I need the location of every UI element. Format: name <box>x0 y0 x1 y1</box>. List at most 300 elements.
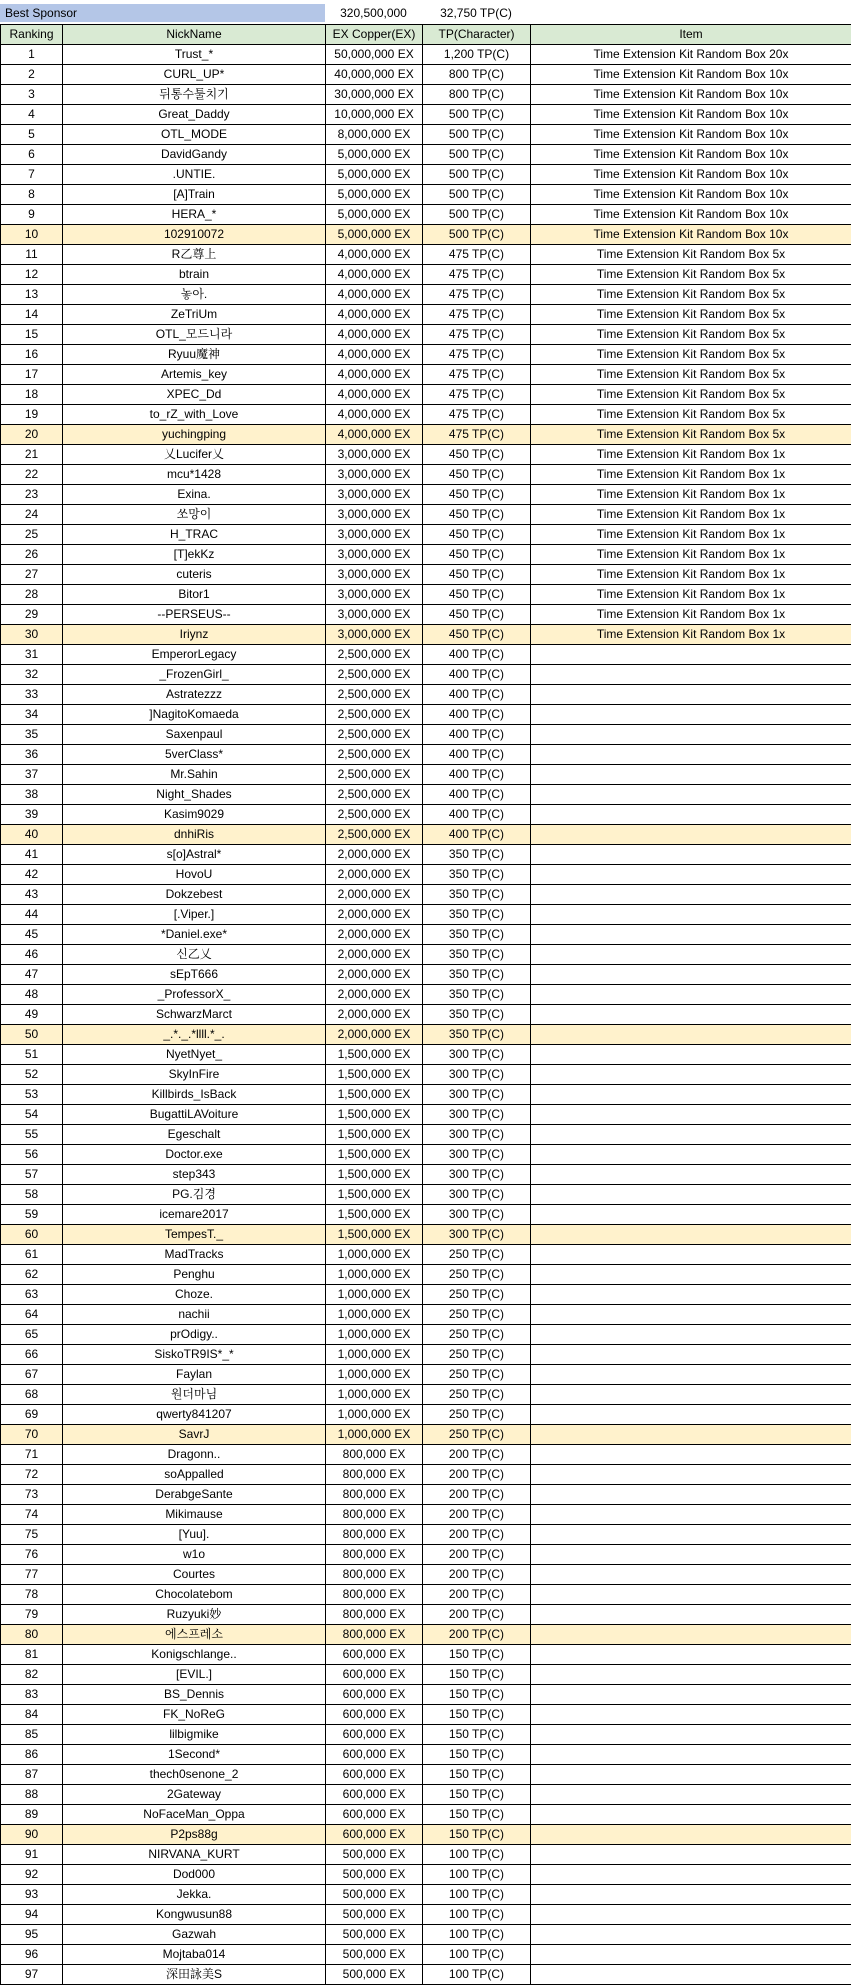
cell-nickname[interactable]: SavrJ <box>63 1425 326 1445</box>
cell-tp[interactable]: 300 TP(C) <box>423 1065 531 1085</box>
cell-ranking[interactable]: 94 <box>1 1905 63 1925</box>
cell-tp[interactable]: 350 TP(C) <box>423 1005 531 1025</box>
cell-item[interactable] <box>531 705 851 725</box>
cell-nickname[interactable]: Penghu <box>63 1265 326 1285</box>
cell-ranking[interactable]: 21 <box>1 445 63 465</box>
cell-ranking[interactable]: 42 <box>1 865 63 885</box>
cell-ex-copper[interactable]: 3,000,000 EX <box>326 525 423 545</box>
cell-ex-copper[interactable]: 600,000 EX <box>326 1645 423 1665</box>
cell-ex-copper[interactable]: 500,000 EX <box>326 1885 423 1905</box>
cell-tp[interactable]: 400 TP(C) <box>423 745 531 765</box>
cell-ranking[interactable]: 73 <box>1 1485 63 1505</box>
cell-ranking[interactable]: 63 <box>1 1285 63 1305</box>
cell-ex-copper[interactable]: 1,500,000 EX <box>326 1185 423 1205</box>
cell-item[interactable] <box>531 1905 851 1925</box>
cell-item[interactable] <box>531 1645 851 1665</box>
cell-item[interactable] <box>531 1865 851 1885</box>
cell-nickname[interactable]: Dod000 <box>63 1865 326 1885</box>
cell-tp[interactable]: 350 TP(C) <box>423 925 531 945</box>
cell-tp[interactable]: 300 TP(C) <box>423 1125 531 1145</box>
cell-item[interactable] <box>531 1225 851 1245</box>
cell-tp[interactable]: 400 TP(C) <box>423 785 531 805</box>
cell-tp[interactable]: 250 TP(C) <box>423 1345 531 1365</box>
cell-nickname[interactable]: Mojtaba014 <box>63 1945 326 1965</box>
cell-item[interactable] <box>531 845 851 865</box>
cell-item[interactable] <box>531 1845 851 1865</box>
cell-tp[interactable]: 450 TP(C) <box>423 445 531 465</box>
cell-ranking[interactable]: 55 <box>1 1125 63 1145</box>
cell-item[interactable]: Time Extension Kit Random Box 5x <box>531 305 851 325</box>
cell-ex-copper[interactable]: 2,500,000 EX <box>326 805 423 825</box>
cell-ranking[interactable]: 18 <box>1 385 63 405</box>
cell-ex-copper[interactable]: 1,000,000 EX <box>326 1305 423 1325</box>
cell-item[interactable] <box>531 1205 851 1225</box>
cell-ranking[interactable]: 5 <box>1 125 63 145</box>
cell-item[interactable] <box>531 1265 851 1285</box>
cell-item[interactable]: Time Extension Kit Random Box 1x <box>531 585 851 605</box>
cell-ex-copper[interactable]: 5,000,000 EX <box>326 145 423 165</box>
cell-item[interactable] <box>531 1065 851 1085</box>
cell-item[interactable] <box>531 1425 851 1445</box>
cell-nickname[interactable]: thech0senone_2 <box>63 1765 326 1785</box>
cell-item[interactable]: Time Extension Kit Random Box 1x <box>531 545 851 565</box>
cell-ranking[interactable]: 38 <box>1 785 63 805</box>
cell-ex-copper[interactable]: 4,000,000 EX <box>326 365 423 385</box>
cell-ranking[interactable]: 53 <box>1 1085 63 1105</box>
cell-nickname[interactable]: Great_Daddy <box>63 105 326 125</box>
cell-item[interactable]: Time Extension Kit Random Box 10x <box>531 105 851 125</box>
cell-item[interactable]: Time Extension Kit Random Box 1x <box>531 445 851 465</box>
cell-nickname[interactable]: lilbigmike <box>63 1725 326 1745</box>
cell-ex-copper[interactable]: 1,500,000 EX <box>326 1085 423 1105</box>
cell-tp[interactable]: 200 TP(C) <box>423 1625 531 1645</box>
cell-tp[interactable]: 475 TP(C) <box>423 365 531 385</box>
cell-item[interactable] <box>531 1945 851 1965</box>
cell-tp[interactable]: 100 TP(C) <box>423 1945 531 1965</box>
cell-ex-copper[interactable]: 600,000 EX <box>326 1825 423 1845</box>
cell-item[interactable]: Time Extension Kit Random Box 5x <box>531 405 851 425</box>
cell-item[interactable]: Time Extension Kit Random Box 10x <box>531 85 851 105</box>
cell-ranking[interactable]: 51 <box>1 1045 63 1065</box>
cell-nickname[interactable]: TempesT._ <box>63 1225 326 1245</box>
cell-item[interactable] <box>531 1585 851 1605</box>
cell-item[interactable] <box>531 1185 851 1205</box>
total-ex-copper[interactable]: 320,500,000 <box>340 6 407 20</box>
cell-tp[interactable]: 150 TP(C) <box>423 1685 531 1705</box>
cell-ranking[interactable]: 93 <box>1 1885 63 1905</box>
cell-nickname[interactable]: _ProfessorX_ <box>63 985 326 1005</box>
cell-nickname[interactable]: to_rZ_with_Love <box>63 405 326 425</box>
cell-item[interactable] <box>531 1405 851 1425</box>
cell-ranking[interactable]: 3 <box>1 85 63 105</box>
cell-ex-copper[interactable]: 3,000,000 EX <box>326 605 423 625</box>
cell-ex-copper[interactable]: 2,000,000 EX <box>326 1025 423 1045</box>
cell-tp[interactable]: 200 TP(C) <box>423 1605 531 1625</box>
cell-nickname[interactable]: 2Gateway <box>63 1785 326 1805</box>
cell-ranking[interactable]: 75 <box>1 1525 63 1545</box>
cell-ex-copper[interactable]: 1,500,000 EX <box>326 1145 423 1165</box>
cell-nickname[interactable]: s[o]Astral* <box>63 845 326 865</box>
cell-item[interactable]: Time Extension Kit Random Box 5x <box>531 325 851 345</box>
cell-ranking[interactable]: 92 <box>1 1865 63 1885</box>
cell-ex-copper[interactable]: 1,000,000 EX <box>326 1365 423 1385</box>
cell-nickname[interactable]: prOdigy.. <box>63 1325 326 1345</box>
cell-nickname[interactable]: SchwarzMarct <box>63 1005 326 1025</box>
cell-ranking[interactable]: 77 <box>1 1565 63 1585</box>
cell-item[interactable] <box>531 965 851 985</box>
cell-item[interactable]: Time Extension Kit Random Box 5x <box>531 265 851 285</box>
cell-item[interactable]: Time Extension Kit Random Box 1x <box>531 485 851 505</box>
cell-ranking[interactable]: 80 <box>1 1625 63 1645</box>
cell-ex-copper[interactable]: 800,000 EX <box>326 1505 423 1525</box>
cell-nickname[interactable]: nachii <box>63 1305 326 1325</box>
cell-ex-copper[interactable]: 1,000,000 EX <box>326 1345 423 1365</box>
cell-ranking[interactable]: 43 <box>1 885 63 905</box>
cell-nickname[interactable]: 102910072 <box>63 225 326 245</box>
cell-tp[interactable]: 300 TP(C) <box>423 1225 531 1245</box>
cell-ex-copper[interactable]: 3,000,000 EX <box>326 465 423 485</box>
cell-ranking[interactable]: 26 <box>1 545 63 565</box>
cell-tp[interactable]: 475 TP(C) <box>423 285 531 305</box>
cell-tp[interactable]: 150 TP(C) <box>423 1665 531 1685</box>
cell-ex-copper[interactable]: 2,500,000 EX <box>326 745 423 765</box>
cell-tp[interactable]: 150 TP(C) <box>423 1765 531 1785</box>
cell-nickname[interactable]: DerabgeSante <box>63 1485 326 1505</box>
cell-item[interactable]: Time Extension Kit Random Box 1x <box>531 625 851 645</box>
header-tp[interactable]: TP(Character) <box>423 25 531 45</box>
cell-ranking[interactable]: 49 <box>1 1005 63 1025</box>
cell-item[interactable]: Time Extension Kit Random Box 10x <box>531 225 851 245</box>
cell-nickname[interactable]: Gazwah <box>63 1925 326 1945</box>
cell-ex-copper[interactable]: 1,500,000 EX <box>326 1105 423 1125</box>
cell-ranking[interactable]: 25 <box>1 525 63 545</box>
cell-item[interactable] <box>531 1825 851 1845</box>
cell-nickname[interactable]: FK_NoReG <box>63 1705 326 1725</box>
cell-ex-copper[interactable]: 4,000,000 EX <box>326 425 423 445</box>
cell-ranking[interactable]: 82 <box>1 1665 63 1685</box>
cell-item[interactable] <box>531 1925 851 1945</box>
cell-tp[interactable]: 450 TP(C) <box>423 505 531 525</box>
cell-tp[interactable]: 500 TP(C) <box>423 225 531 245</box>
cell-ranking[interactable]: 33 <box>1 685 63 705</box>
cell-ex-copper[interactable]: 10,000,000 EX <box>326 105 423 125</box>
cell-nickname[interactable]: [.Viper.] <box>63 905 326 925</box>
cell-ranking[interactable]: 27 <box>1 565 63 585</box>
cell-ranking[interactable]: 17 <box>1 365 63 385</box>
cell-tp[interactable]: 250 TP(C) <box>423 1325 531 1345</box>
cell-item[interactable] <box>531 1025 851 1045</box>
cell-tp[interactable]: 200 TP(C) <box>423 1445 531 1465</box>
cell-ranking[interactable]: 15 <box>1 325 63 345</box>
cell-item[interactable] <box>531 1965 851 1985</box>
cell-nickname[interactable]: 1Second* <box>63 1745 326 1765</box>
cell-ex-copper[interactable]: 8,000,000 EX <box>326 125 423 145</box>
cell-ex-copper[interactable]: 40,000,000 EX <box>326 65 423 85</box>
cell-ranking[interactable]: 62 <box>1 1265 63 1285</box>
cell-tp[interactable]: 150 TP(C) <box>423 1785 531 1805</box>
cell-tp[interactable]: 475 TP(C) <box>423 425 531 445</box>
cell-nickname[interactable]: [EVIL.] <box>63 1665 326 1685</box>
cell-tp[interactable]: 250 TP(C) <box>423 1285 531 1305</box>
cell-ranking[interactable]: 88 <box>1 1785 63 1805</box>
cell-ex-copper[interactable]: 2,000,000 EX <box>326 865 423 885</box>
cell-tp[interactable]: 500 TP(C) <box>423 205 531 225</box>
cell-ranking[interactable]: 76 <box>1 1545 63 1565</box>
cell-ranking[interactable]: 1 <box>1 45 63 65</box>
cell-tp[interactable]: 400 TP(C) <box>423 705 531 725</box>
cell-nickname[interactable]: CURL_UP* <box>63 65 326 85</box>
cell-item[interactable] <box>531 1085 851 1105</box>
cell-tp[interactable]: 100 TP(C) <box>423 1845 531 1865</box>
cell-tp[interactable]: 300 TP(C) <box>423 1145 531 1165</box>
cell-item[interactable]: Time Extension Kit Random Box 10x <box>531 65 851 85</box>
cell-nickname[interactable]: 뒤통수툴치기 <box>63 85 326 105</box>
cell-nickname[interactable]: OTL_모드니라 <box>63 325 326 345</box>
cell-tp[interactable]: 475 TP(C) <box>423 305 531 325</box>
cell-nickname[interactable]: HovoU <box>63 865 326 885</box>
cell-ex-copper[interactable]: 500,000 EX <box>326 1845 423 1865</box>
cell-item[interactable]: Time Extension Kit Random Box 10x <box>531 125 851 145</box>
cell-nickname[interactable]: Exina. <box>63 485 326 505</box>
cell-ranking[interactable]: 4 <box>1 105 63 125</box>
cell-ranking[interactable]: 78 <box>1 1585 63 1605</box>
cell-ex-copper[interactable]: 1,000,000 EX <box>326 1425 423 1445</box>
cell-ranking[interactable]: 14 <box>1 305 63 325</box>
cell-nickname[interactable]: soAppalled <box>63 1465 326 1485</box>
cell-nickname[interactable]: Egeschalt <box>63 1125 326 1145</box>
cell-nickname[interactable]: [T]ekKz <box>63 545 326 565</box>
cell-nickname[interactable]: Konigschlange.. <box>63 1645 326 1665</box>
cell-ex-copper[interactable]: 800,000 EX <box>326 1565 423 1585</box>
cell-ranking[interactable]: 37 <box>1 765 63 785</box>
cell-ranking[interactable]: 22 <box>1 465 63 485</box>
cell-ranking[interactable]: 58 <box>1 1185 63 1205</box>
cell-tp[interactable]: 300 TP(C) <box>423 1205 531 1225</box>
cell-nickname[interactable]: PG.김경 <box>63 1185 326 1205</box>
cell-nickname[interactable]: Artemis_key <box>63 365 326 385</box>
cell-nickname[interactable]: Bitor1 <box>63 585 326 605</box>
cell-item[interactable] <box>531 1565 851 1585</box>
cell-nickname[interactable]: BugattiLAVoiture <box>63 1105 326 1125</box>
cell-ex-copper[interactable]: 500,000 EX <box>326 1965 423 1985</box>
cell-tp[interactable]: 200 TP(C) <box>423 1485 531 1505</box>
cell-ex-copper[interactable]: 800,000 EX <box>326 1445 423 1465</box>
cell-nickname[interactable]: Trust_* <box>63 45 326 65</box>
cell-nickname[interactable]: [Yuu]. <box>63 1525 326 1545</box>
cell-item[interactable] <box>531 1745 851 1765</box>
cell-nickname[interactable]: [A]Train <box>63 185 326 205</box>
cell-ex-copper[interactable]: 3,000,000 EX <box>326 585 423 605</box>
cell-tp[interactable]: 450 TP(C) <box>423 465 531 485</box>
cell-ranking[interactable]: 67 <box>1 1365 63 1385</box>
cell-ranking[interactable]: 85 <box>1 1725 63 1745</box>
cell-ranking[interactable]: 45 <box>1 925 63 945</box>
cell-ex-copper[interactable]: 500,000 EX <box>326 1945 423 1965</box>
cell-nickname[interactable]: 놓아. <box>63 285 326 305</box>
cell-ex-copper[interactable]: 1,500,000 EX <box>326 1205 423 1225</box>
cell-ex-copper[interactable]: 4,000,000 EX <box>326 385 423 405</box>
cell-nickname[interactable]: Ruzyuki妙 <box>63 1605 326 1625</box>
cell-ex-copper[interactable]: 2,000,000 EX <box>326 885 423 905</box>
cell-ex-copper[interactable]: 5,000,000 EX <box>326 165 423 185</box>
cell-nickname[interactable]: Doctor.exe <box>63 1145 326 1165</box>
cell-item[interactable]: Time Extension Kit Random Box 1x <box>531 605 851 625</box>
cell-ranking[interactable]: 89 <box>1 1805 63 1825</box>
cell-ex-copper[interactable]: 4,000,000 EX <box>326 405 423 425</box>
cell-item[interactable]: Time Extension Kit Random Box 1x <box>531 525 851 545</box>
cell-tp[interactable]: 200 TP(C) <box>423 1525 531 1545</box>
cell-item[interactable] <box>531 1525 851 1545</box>
cell-ex-copper[interactable]: 600,000 EX <box>326 1805 423 1825</box>
cell-tp[interactable]: 200 TP(C) <box>423 1465 531 1485</box>
cell-item[interactable] <box>531 1625 851 1645</box>
cell-item[interactable] <box>531 1545 851 1565</box>
cell-ex-copper[interactable]: 1,500,000 EX <box>326 1065 423 1085</box>
cell-ex-copper[interactable]: 1,000,000 EX <box>326 1245 423 1265</box>
cell-item[interactable]: Time Extension Kit Random Box 5x <box>531 345 851 365</box>
cell-nickname[interactable]: Mr.Sahin <box>63 765 326 785</box>
cell-ranking[interactable]: 39 <box>1 805 63 825</box>
cell-ex-copper[interactable]: 2,500,000 EX <box>326 685 423 705</box>
cell-item[interactable]: Time Extension Kit Random Box 5x <box>531 285 851 305</box>
cell-tp[interactable]: 350 TP(C) <box>423 945 531 965</box>
cell-ranking[interactable]: 40 <box>1 825 63 845</box>
cell-tp[interactable]: 300 TP(C) <box>423 1045 531 1065</box>
cell-nickname[interactable]: Chocolatebom <box>63 1585 326 1605</box>
cell-ex-copper[interactable]: 2,500,000 EX <box>326 765 423 785</box>
cell-item[interactable] <box>531 805 851 825</box>
cell-nickname[interactable]: DavidGandy <box>63 145 326 165</box>
cell-tp[interactable]: 300 TP(C) <box>423 1165 531 1185</box>
cell-item[interactable]: Time Extension Kit Random Box 10x <box>531 185 851 205</box>
cell-nickname[interactable]: ]NagitoKomaeda <box>63 705 326 725</box>
cell-nickname[interactable]: mcu*1428 <box>63 465 326 485</box>
cell-ex-copper[interactable]: 1,000,000 EX <box>326 1325 423 1345</box>
cell-item[interactable] <box>531 985 851 1005</box>
cell-nickname[interactable]: Mikimause <box>63 1505 326 1525</box>
cell-ranking[interactable]: 10 <box>1 225 63 245</box>
cell-nickname[interactable]: Night_Shades <box>63 785 326 805</box>
cell-tp[interactable]: 100 TP(C) <box>423 1905 531 1925</box>
cell-ranking[interactable]: 84 <box>1 1705 63 1725</box>
cell-tp[interactable]: 500 TP(C) <box>423 185 531 205</box>
cell-ranking[interactable]: 69 <box>1 1405 63 1425</box>
cell-ex-copper[interactable]: 3,000,000 EX <box>326 505 423 525</box>
cell-tp[interactable]: 400 TP(C) <box>423 685 531 705</box>
cell-ranking[interactable]: 91 <box>1 1845 63 1865</box>
cell-tp[interactable]: 150 TP(C) <box>423 1825 531 1845</box>
cell-item[interactable] <box>531 645 851 665</box>
cell-ranking[interactable]: 6 <box>1 145 63 165</box>
cell-nickname[interactable]: 乂Lucifer乂 <box>63 445 326 465</box>
cell-ranking[interactable]: 46 <box>1 945 63 965</box>
cell-tp[interactable]: 300 TP(C) <box>423 1185 531 1205</box>
cell-nickname[interactable]: NyetNyet_ <box>63 1045 326 1065</box>
cell-nickname[interactable]: Choze. <box>63 1285 326 1305</box>
cell-ex-copper[interactable]: 2,000,000 EX <box>326 945 423 965</box>
cell-nickname[interactable]: SkyInFire <box>63 1065 326 1085</box>
cell-nickname[interactable]: 신乙乂 <box>63 945 326 965</box>
cell-ex-copper[interactable]: 600,000 EX <box>326 1665 423 1685</box>
cell-ex-copper[interactable]: 800,000 EX <box>326 1485 423 1505</box>
cell-nickname[interactable]: Courtes <box>63 1565 326 1585</box>
cell-nickname[interactable]: yuchingping <box>63 425 326 445</box>
cell-ex-copper[interactable]: 600,000 EX <box>326 1685 423 1705</box>
header-nickname[interactable]: NickName <box>63 25 326 45</box>
cell-ranking[interactable]: 23 <box>1 485 63 505</box>
cell-item[interactable] <box>531 745 851 765</box>
cell-ex-copper[interactable]: 4,000,000 EX <box>326 325 423 345</box>
cell-ranking[interactable]: 64 <box>1 1305 63 1325</box>
cell-item[interactable] <box>531 865 851 885</box>
cell-tp[interactable]: 500 TP(C) <box>423 165 531 185</box>
cell-item[interactable]: Time Extension Kit Random Box 10x <box>531 165 851 185</box>
cell-nickname[interactable]: Ryuu魔神 <box>63 345 326 365</box>
cell-ex-copper[interactable]: 3,000,000 EX <box>326 565 423 585</box>
cell-item[interactable]: Time Extension Kit Random Box 20x <box>531 45 851 65</box>
cell-tp[interactable]: 500 TP(C) <box>423 105 531 125</box>
cell-ex-copper[interactable]: 3,000,000 EX <box>326 625 423 645</box>
cell-item[interactable] <box>531 885 851 905</box>
cell-nickname[interactable]: w1o <box>63 1545 326 1565</box>
cell-nickname[interactable]: Dokzebest <box>63 885 326 905</box>
cell-ex-copper[interactable]: 4,000,000 EX <box>326 265 423 285</box>
cell-item[interactable] <box>531 1385 851 1405</box>
cell-item[interactable] <box>531 1105 851 1125</box>
cell-ex-copper[interactable]: 800,000 EX <box>326 1625 423 1645</box>
cell-tp[interactable]: 250 TP(C) <box>423 1385 531 1405</box>
cell-tp[interactable]: 200 TP(C) <box>423 1585 531 1605</box>
cell-ranking[interactable]: 56 <box>1 1145 63 1165</box>
cell-tp[interactable]: 400 TP(C) <box>423 825 531 845</box>
cell-item[interactable]: Time Extension Kit Random Box 1x <box>531 565 851 585</box>
cell-nickname[interactable]: icemare2017 <box>63 1205 326 1225</box>
cell-item[interactable] <box>531 1605 851 1625</box>
cell-tp[interactable]: 450 TP(C) <box>423 605 531 625</box>
cell-tp[interactable]: 150 TP(C) <box>423 1645 531 1665</box>
cell-item[interactable]: Time Extension Kit Random Box 5x <box>531 245 851 265</box>
cell-nickname[interactable]: 쏘망이 <box>63 505 326 525</box>
cell-item[interactable] <box>531 825 851 845</box>
cell-tp[interactable]: 350 TP(C) <box>423 865 531 885</box>
cell-ranking[interactable]: 2 <box>1 65 63 85</box>
cell-nickname[interactable]: NoFaceMan_Oppa <box>63 1805 326 1825</box>
cell-item[interactable] <box>531 1005 851 1025</box>
cell-ex-copper[interactable]: 3,000,000 EX <box>326 445 423 465</box>
cell-ranking[interactable]: 50 <box>1 1025 63 1045</box>
cell-ex-copper[interactable]: 500,000 EX <box>326 1905 423 1925</box>
cell-tp[interactable]: 450 TP(C) <box>423 525 531 545</box>
cell-nickname[interactable]: XPEC_Dd <box>63 385 326 405</box>
cell-tp[interactable]: 350 TP(C) <box>423 1025 531 1045</box>
cell-ex-copper[interactable]: 600,000 EX <box>326 1725 423 1745</box>
cell-nickname[interactable]: .UNTIE. <box>63 165 326 185</box>
cell-tp[interactable]: 475 TP(C) <box>423 385 531 405</box>
cell-ranking[interactable]: 13 <box>1 285 63 305</box>
cell-item[interactable]: Time Extension Kit Random Box 5x <box>531 425 851 445</box>
cell-tp[interactable]: 450 TP(C) <box>423 585 531 605</box>
cell-ranking[interactable]: 41 <box>1 845 63 865</box>
cell-ex-copper[interactable]: 800,000 EX <box>326 1585 423 1605</box>
cell-ranking[interactable]: 32 <box>1 665 63 685</box>
cell-item[interactable] <box>531 1765 851 1785</box>
cell-tp[interactable]: 250 TP(C) <box>423 1365 531 1385</box>
cell-item[interactable] <box>531 1345 851 1365</box>
cell-item[interactable] <box>531 1685 851 1705</box>
cell-tp[interactable]: 475 TP(C) <box>423 265 531 285</box>
cell-nickname[interactable]: P2ps88g <box>63 1825 326 1845</box>
cell-ex-copper[interactable]: 1,500,000 EX <box>326 1225 423 1245</box>
